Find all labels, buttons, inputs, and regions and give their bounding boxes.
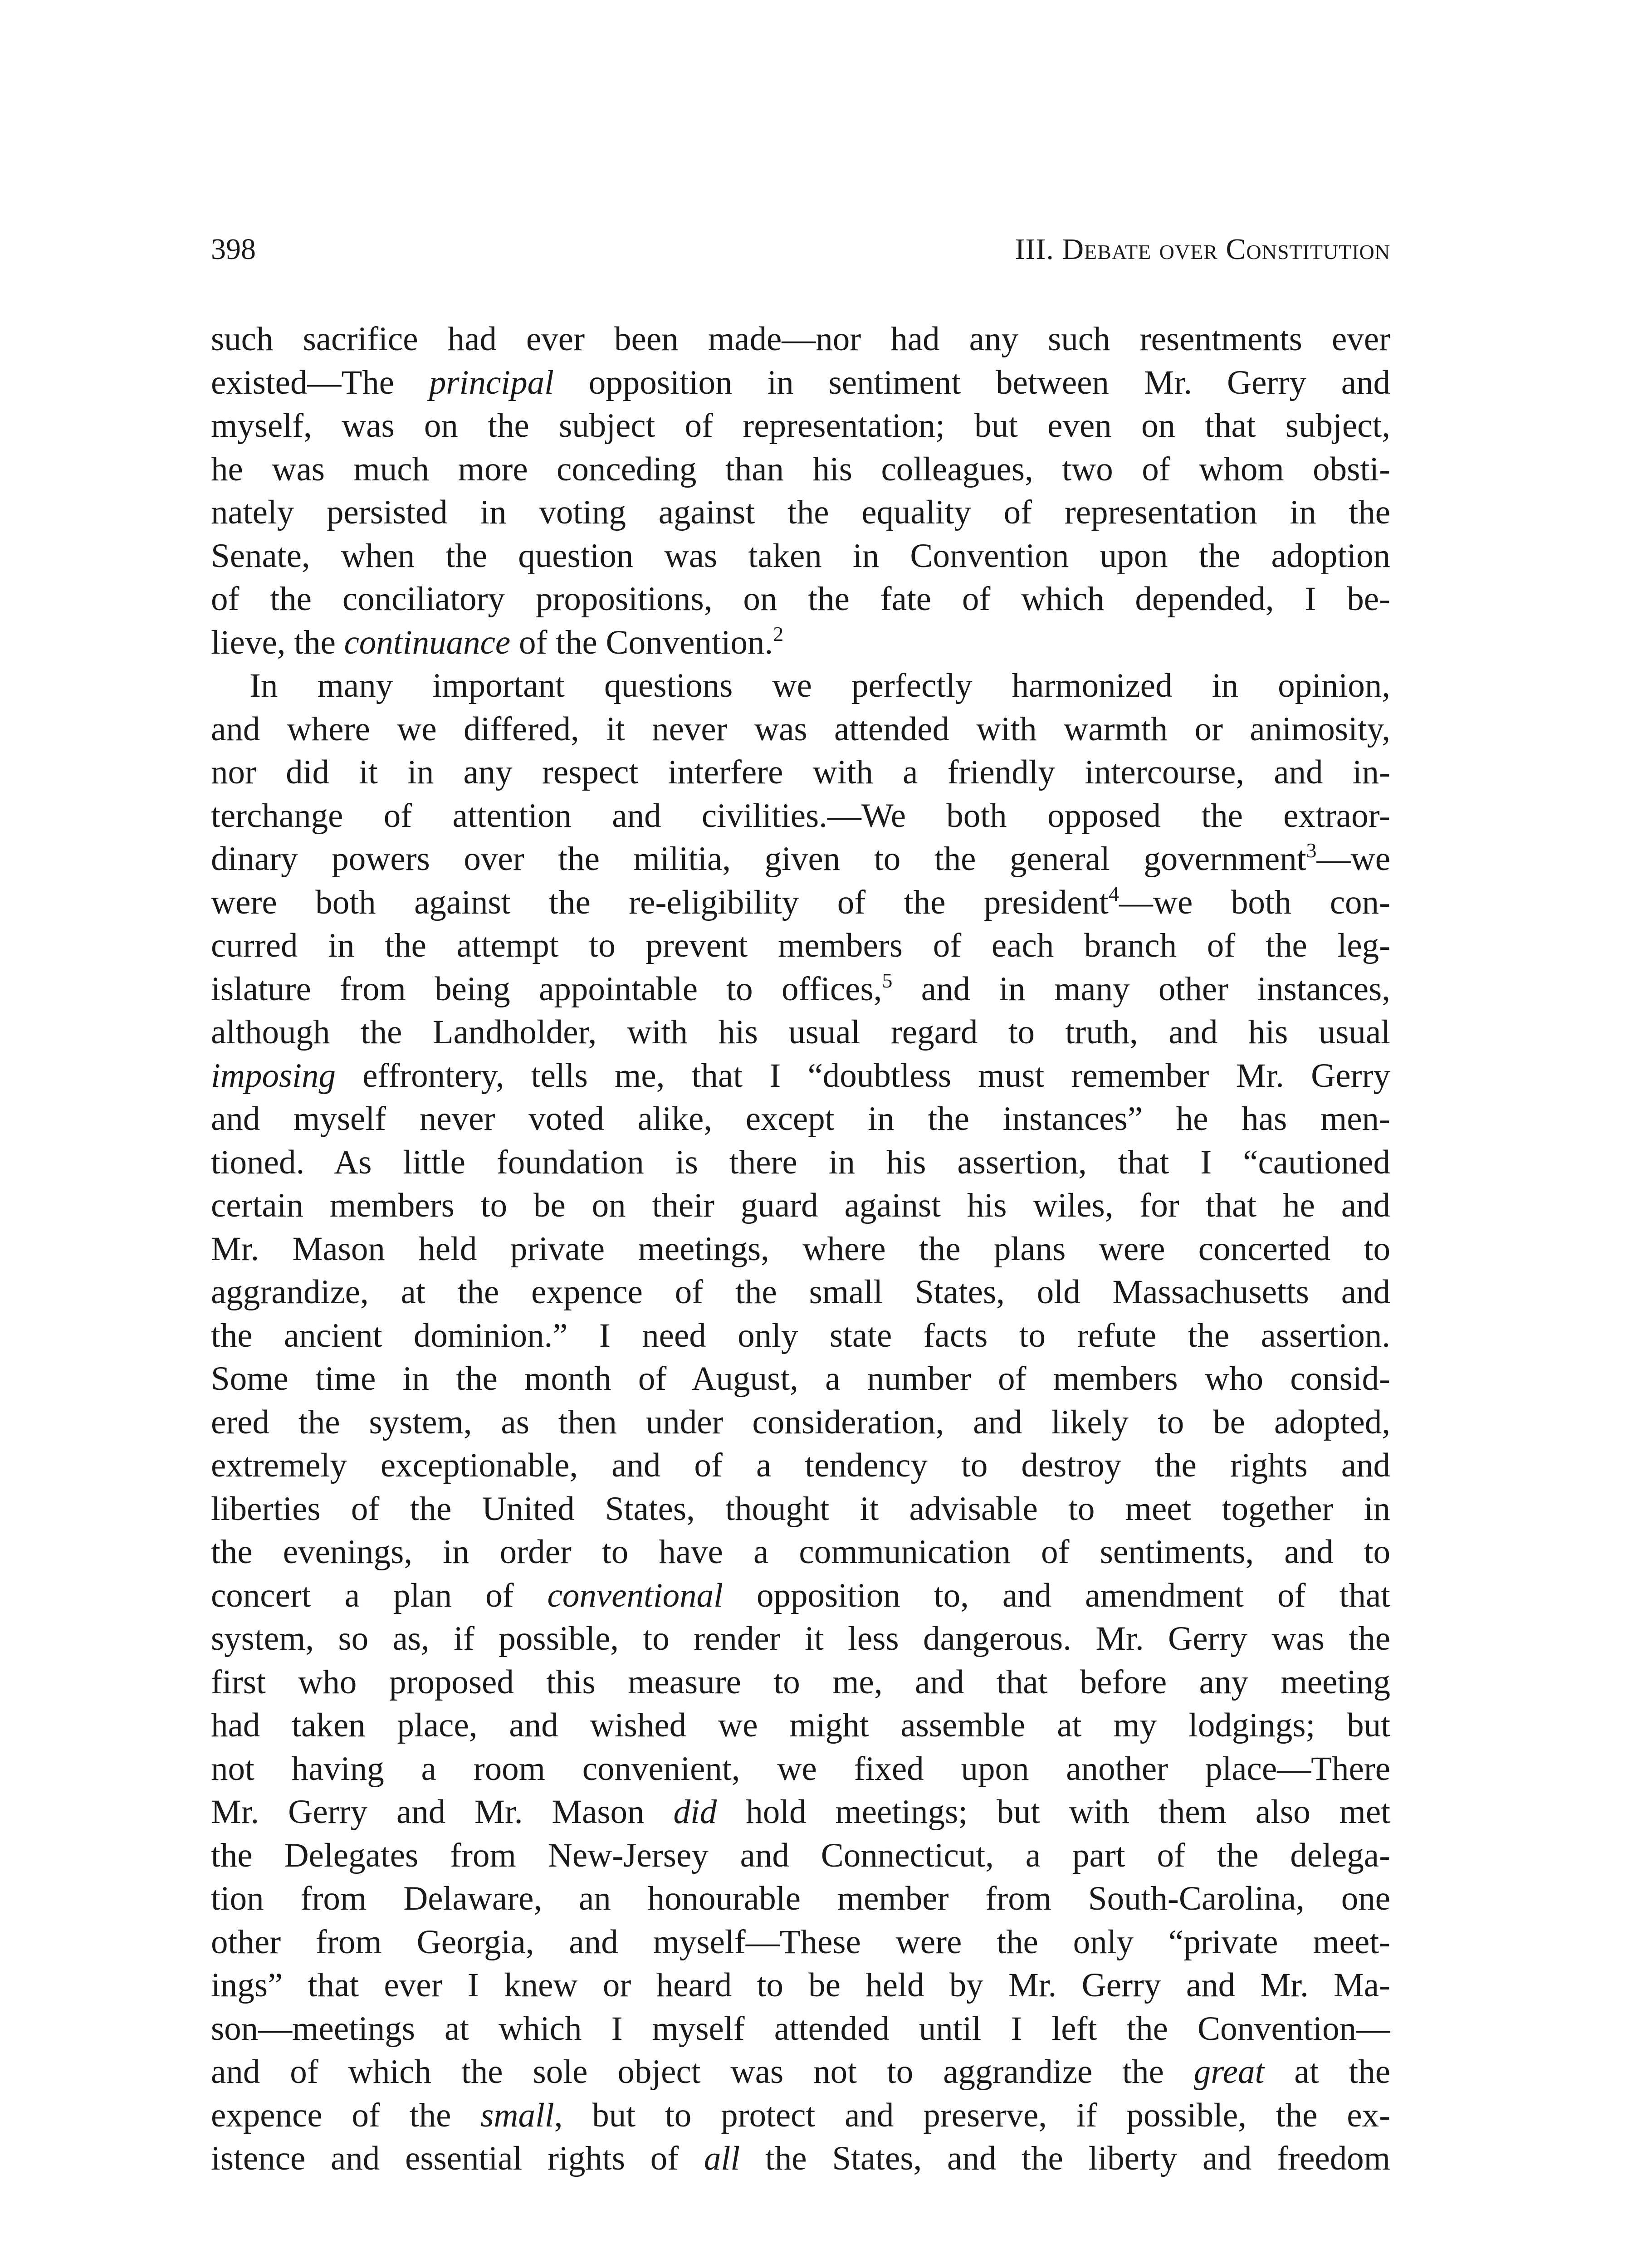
text-line: and where we differed, it never was attended with warmth or animosity, [211,710,1390,748]
text-line: not having a room convenient, we fixed upon another place—There [211,1750,1390,1788]
text-line: terchange of attention and civilities.—We both opposed the extraor- [211,797,1390,835]
text-line: such sacrifice had ever been made—nor had any such resentments ever [211,320,1390,358]
text-line: curred in the attempt to prevent members of each branch of the leg- [211,927,1390,964]
text-line: nately persisted in voting against the equality of representation in the [211,494,1390,531]
text-line: had taken place, and wished we might assemble at my lodgings; but [211,1706,1390,1744]
text-line: other from Georgia, and myself—These were the only “private meet- [211,1923,1390,1961]
text-line: aggrandize, at the expence of the small States, old Massachusetts and [211,1273,1390,1311]
text-line: istence and essential rights of all the States, and the liberty and freedom [211,2140,1390,2177]
text-line: tioned. As little foundation is there in his assertion, that I “cautioned [211,1143,1390,1181]
emphasis: imposing [211,1056,336,1095]
emphasis: great [1193,2053,1265,2091]
emphasis: conventional [547,1576,724,1614]
text-line: islature from being appointable to offices,$^5$ and in many other instances, [211,968,1390,1008]
emphasis: continuance [344,623,511,661]
text-line: the Delegates from New-Jersey and Connecticut, a part of the delega- [211,1836,1390,1874]
text-line: first who proposed this measure to me, and that before any meeting [211,1663,1390,1701]
emphasis: all [704,2140,740,2177]
text-line: Senate, when the question was taken in Convention upon the adoption [211,537,1390,575]
text-line: imposing effrontery, tells me, that I “doubtless must remember Mr. Gerry [211,1056,1390,1095]
text-line: tion from Delaware, an honourable member from South-Carolina, one [211,1880,1390,1917]
text-line: of the conciliatory propositions, on the fate of which depended, I be- [211,580,1390,618]
emphasis: small [480,2096,554,2134]
footnote-ref: 5 [882,968,893,992]
text-line: expence of the small, but to protect and preserve, if possible, the ex- [211,2096,1390,2134]
footnote-ref: 2 [773,622,784,645]
text-line: Mr. Mason held private meetings, where the plans were concerted to [211,1230,1390,1268]
text-line: Some time in the month of August, a number of members who consid- [211,1360,1390,1398]
emphasis: did [673,1793,717,1831]
text-line: son—meetings at which I myself attended until I left the Convention— [211,2009,1390,2048]
text-line: extremely exceptionable, and of a tendency to destroy the rights and [211,1447,1390,1484]
running-head [211,229,1390,270]
text-line: dinary powers over the militia, given to the general government$^3$—we [211,839,1390,878]
text-line: the evenings, in order to have a communication of sentiments, and to [211,1533,1390,1571]
text-line: although the Landholder, with his usual regard to truth, and his usual [211,1013,1390,1051]
body-text [211,318,1390,2180]
text-line: and of which the sole object was not to aggrandize the great at the [211,2053,1390,2091]
text-line: myself, was on the subject of representation; but even on that subject, [211,407,1390,445]
text-line: the ancient dominion.” I need only state facts to refute the assertion. [211,1316,1390,1354]
text-line: ings” that ever I knew or heard to be held by Mr. Gerry and Mr. Ma- [211,1966,1390,2004]
text-line: liberties of the United States, thought it advisable to meet together in [211,1490,1390,1528]
text-line: lieve, the continuance of the Convention.$^2$ [211,622,784,661]
section-title: III. Debate over Constitution [1015,233,1390,266]
text-line: he was much more conceding than his colleagues, two of whom obsti- [211,450,1390,488]
text-line: were both against the re-eligibility of the president$^4$—we both con- [211,882,1390,921]
text-line: concert a plan of conventional opposition to, and amendment of that [211,1576,1390,1614]
text-line: Mr. Gerry and Mr. Mason did hold meetings; but with them also met [211,1793,1390,1831]
text-line: nor did it in any respect interfere with a friendly intercourse, and in- [211,753,1390,791]
text-line: system, so as, if possible, to render it less dangerous. Mr. Gerry was the [211,1620,1390,1657]
text-line: and myself never voted alike, except in the instances” he has men- [211,1100,1390,1138]
page-number: 398 [211,233,256,266]
emphasis: principal [429,363,554,401]
text-line: certain members to be on their guard against his wiles, for that he and [211,1187,1390,1224]
footnote-ref: 4 [1108,882,1119,905]
text-line: In many important questions we perfectly harmonized in opinion, [249,667,1390,704]
text-line: ered the system, as then under consideration, and likely to be adopted, [211,1403,1390,1441]
text-line: existed—The principal opposition in sentiment between Mr. Gerry and [211,363,1390,401]
footnote-ref: 3 [1306,839,1317,862]
